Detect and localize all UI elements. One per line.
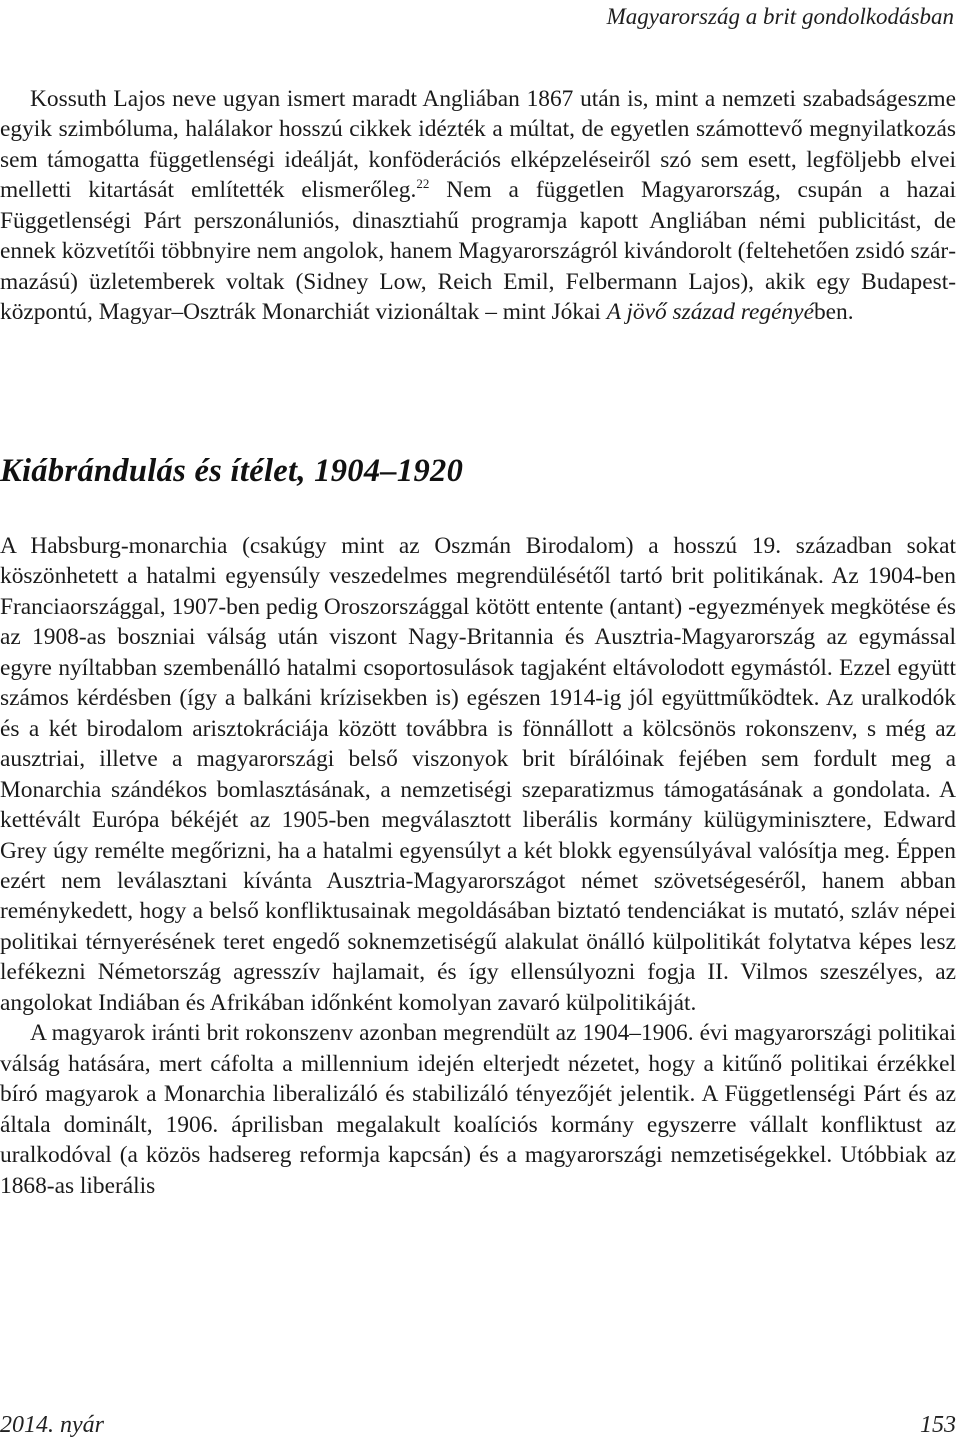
page-number: 153 [920, 1412, 956, 1438]
section-heading: Kiábrándulás és ítélet, 1904–1920 [0, 453, 464, 489]
section-text-block [0, 531, 956, 1201]
intro-text-after-note: Nem a független Magyarország, csupán a hazai Függetlenségi Párt perszonáluniós, dinasztiahű programja kapott Angliában némi publicitást, de ennek közvetítői többnyire nem angolok, hanem Magyarországról kivándorolt (feltehetően zsidó származású) üzletemberek voltak (Sidney Low, Reich Emil, Felbermann Lajos), akik egy Budapest-központú, Magyar–Osztrák Monarchiát vizionáltak – mint Jókai [0, 177, 956, 326]
intro-text-before-note: Kossuth Lajos neve ugyan ismert maradt Angliában 1867 után is, mint a nemzeti szabadságeszme egyik szimbóluma, halálakor hosszú cikkek idézték a múltat, de egyetlen számottevő megnyilatkozás sem támogatta függetlenségi ideálját, konföderációs elképzeléseiről szó sem esett, legföljebb elvei melletti kitartását említették elismerőleg. [0, 86, 956, 204]
intro-text-block [0, 84, 956, 328]
section-paragraph-1: A Habsburg-monarchia (csakúgy mint az Oszmán Birodalom) a hosszú 19. században sokat köszönhetett a hatalmi egyensúly veszedelmes megrendülésétől tartó brit politikának. Az 1904-ben Franciaországgal, 1907-ben pedig Oroszországgal kötött entente (antant) -egyezmények megkötése és az 1908-as boszniai válság után viszont Nagy-Britannia és Ausztria-Magyarország az egymással egyre nyíltabban szembenálló hatalmi csoportosulások tagjaként eltávolodott egymástól. Ezzel együtt számos kérdésben (így a balkáni krízisekben is) egészen 1914-ig jól együttműködtek. Az uralkodók és a két birodalom arisztokráciája között továbbra is fönnállott a kölcsönös rokonszenv, s még az ausztriai, illetve a magyarországi belső viszonyok brit bírálóinak fejében sem fordult meg a Monarchia szándékos bomlasztásának, a nemzetiségi szeparatizmus támogatásának a gondolata. A kettévált Európa békéjét az 1905-ben megválasztott liberális kormány külügyminisztere, Edward Grey úgy remélte megőrizni, ha a hatalmi egyensúlyt a két blokk egyensúlyával valósítja meg. Éppen ezért nem leválasztani kívánta Ausztria-Magyarországot német szövetségeséről, hanem abban reménykedett, hogy a belső konfliktusainak megoldásában biztató tendenciákat is mutató, szláv népei politikai térnyerésének teret engedő soknemzetiségű alakulat önálló külpolitikát folytatva képes lesz lefékezni Németország agresszív hajlamait, és így ellensúlyozni fogja II. Vilmos szeszélyes, az angolokat Indiában és Afrikában időnként komolyan zavaró külpolitikáját. [0, 533, 956, 1016]
section-paragraph-2: A magyarok iránti brit rokonszenv azonban megrendült az 1904–1906. évi magyarországi politikai válság hatására, mert cáfolta a millennium idején elterjedt nézetet, hogy a kitűnő politikai érzékkel bíró magyarok a Monarchia liberalizáló és stabilizáló tényezőjét jelentik. A Függetlenségi Párt és az általa dominált, 1906. áprilisban megalakult koalíciós kormány egyszerre vállalt konfliktust az uralkodóval (a közös hadsereg reformja kapcsán) és a magyarországi nemzetiségekkel. Utóbbiak az 1868-as liberális [0, 1020, 956, 1199]
intro-text-end: ben. [813, 299, 854, 326]
issue-label: 2014. nyár [0, 1412, 104, 1438]
running-title: Magyarország a brit gondolkodásban [606, 4, 954, 29]
intro-paragraph [0, 84, 956, 328]
book-title: A jövő század regényé [606, 299, 814, 326]
footnote-reference[interactable]: 22 [416, 176, 430, 192]
